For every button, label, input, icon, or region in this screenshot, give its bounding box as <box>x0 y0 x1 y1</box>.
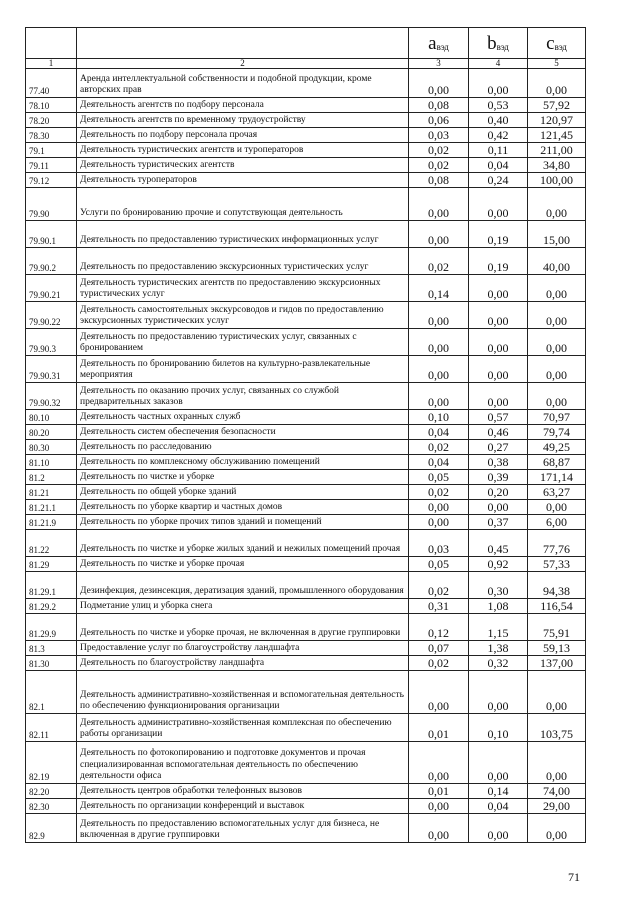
value-c-cell: 171,14 <box>528 470 586 485</box>
value-c-cell: 57,92 <box>528 98 586 113</box>
table-row <box>26 113 586 128</box>
table-row <box>26 485 586 500</box>
value-b-cell: 0,42 <box>469 128 528 143</box>
code-cell: 79.90.2 <box>26 248 77 275</box>
table-row <box>26 455 586 470</box>
value-c-cell: 68,87 <box>528 455 586 470</box>
column-number: 3 <box>409 59 469 69</box>
code-cell: 80.20 <box>26 425 77 440</box>
header-row <box>26 28 586 59</box>
code-cell: 82.9 <box>26 814 77 843</box>
header-b: $b_{вэд}$ <box>469 28 528 59</box>
name-cell: Деятельность административно-хозяйственная комплексная по обеспечению работы организации <box>77 714 409 742</box>
value-b-cell: 0,24 <box>469 173 528 188</box>
value-a-cell: 0,02 <box>409 485 469 500</box>
table-row <box>26 656 586 671</box>
value-a-cell: 0,05 <box>409 470 469 485</box>
name-cell: Деятельность по подбору персонала прочая <box>77 128 409 143</box>
name-cell: Деятельность по уборке квартир и частных домов <box>77 500 409 515</box>
value-b-cell: 0,00 <box>469 302 528 329</box>
name-cell: Деятельность туристических агентств <box>77 158 409 173</box>
value-a-cell: 0,00 <box>409 329 469 356</box>
value-b-cell: 0,37 <box>469 515 528 530</box>
table-row <box>26 98 586 113</box>
value-c-cell: 0,00 <box>528 671 586 714</box>
value-a-cell: 0,01 <box>409 714 469 742</box>
value-b-cell: 0,04 <box>469 158 528 173</box>
name-cell: Деятельность по предоставлению вспомогательных услуг для бизнеса, не включенная в другие группировки <box>77 814 409 843</box>
value-b-cell: 0,00 <box>469 356 528 383</box>
table-row <box>26 500 586 515</box>
code-cell: 82.1 <box>26 671 77 714</box>
code-cell: 79.90.22 <box>26 302 77 329</box>
name-cell: Деятельность по чистке и уборке жилых зданий и нежилых помещений прочая <box>77 530 409 557</box>
value-b-cell: 0,00 <box>469 69 528 98</box>
code-cell: 81.29.2 <box>26 599 77 614</box>
value-a-cell: 0,00 <box>409 188 469 221</box>
rates-table <box>25 27 586 843</box>
name-cell: Деятельность туроператоров <box>77 173 409 188</box>
table-row <box>26 614 586 641</box>
value-c-cell: 59,13 <box>528 641 586 656</box>
header-c: $c_{вэд}$ <box>528 28 586 59</box>
value-a-cell: 0,04 <box>409 455 469 470</box>
code-cell: 80.10 <box>26 410 77 425</box>
value-a-cell: 0,14 <box>409 275 469 302</box>
value-c-cell: 6,00 <box>528 515 586 530</box>
code-cell: 81.21.9 <box>26 515 77 530</box>
name-cell: Деятельность частных охранных служб <box>77 410 409 425</box>
value-c-cell: 0,00 <box>528 275 586 302</box>
value-b-cell: 0,00 <box>469 500 528 515</box>
code-cell: 81.10 <box>26 455 77 470</box>
value-c-cell: 70,97 <box>528 410 586 425</box>
value-c-cell: 49,25 <box>528 440 586 455</box>
name-cell: Деятельность туристических агентств по предоставлению экскурсионных туристических услуг <box>77 275 409 302</box>
value-b-cell: 0,38 <box>469 455 528 470</box>
name-cell: Деятельность по чистке и уборке прочая <box>77 557 409 572</box>
value-c-cell: 0,00 <box>528 500 586 515</box>
name-cell: Деятельность центров обработки телефонных вызовов <box>77 784 409 799</box>
value-c-cell: 0,00 <box>528 188 586 221</box>
column-number: 2 <box>77 59 409 69</box>
value-b-cell: 0,04 <box>469 799 528 814</box>
value-a-cell: 0,02 <box>409 158 469 173</box>
value-b-cell: 0,53 <box>469 98 528 113</box>
value-b-cell: 0,00 <box>469 383 528 410</box>
code-cell: 81.29 <box>26 557 77 572</box>
value-c-cell: 74,00 <box>528 784 586 799</box>
value-c-cell: 77,76 <box>528 530 586 557</box>
table-row <box>26 714 586 742</box>
value-c-cell: 40,00 <box>528 248 586 275</box>
value-c-cell: 120,97 <box>528 113 586 128</box>
code-cell: 81.30 <box>26 656 77 671</box>
value-b-cell: 0,30 <box>469 572 528 599</box>
table-row <box>26 599 586 614</box>
code-cell: 81.29.9 <box>26 614 77 641</box>
value-a-cell: 0,06 <box>409 113 469 128</box>
value-b-cell: 0,57 <box>469 410 528 425</box>
name-cell: Деятельность по предоставлению туристических услуг, связанных с бронированием <box>77 329 409 356</box>
name-cell: Деятельность по фотокопированию и подготовке документов и прочая специализированная вспомогательная деятельность по обеспечению деятельности офиса <box>77 742 409 784</box>
table-row <box>26 515 586 530</box>
value-a-cell: 0,00 <box>409 515 469 530</box>
value-b-cell: 0,11 <box>469 143 528 158</box>
code-cell: 79.90.1 <box>26 221 77 248</box>
code-cell: 81.3 <box>26 641 77 656</box>
table-row <box>26 143 586 158</box>
value-b-cell: 0,45 <box>469 530 528 557</box>
value-b-cell: 0,40 <box>469 113 528 128</box>
code-cell: 82.30 <box>26 799 77 814</box>
code-cell: 79.11 <box>26 158 77 173</box>
value-a-cell: 0,02 <box>409 143 469 158</box>
value-b-cell: 0,19 <box>469 221 528 248</box>
value-a-cell: 0,31 <box>409 599 469 614</box>
table-row <box>26 329 586 356</box>
name-cell: Деятельность по бронированию билетов на культурно-развлекательные мероприятия <box>77 356 409 383</box>
name-cell: Деятельность систем обеспечения безопасности <box>77 425 409 440</box>
value-b-cell: 0,00 <box>469 814 528 843</box>
value-b-cell: 0,46 <box>469 425 528 440</box>
table-row <box>26 128 586 143</box>
value-b-cell: 1,15 <box>469 614 528 641</box>
value-a-cell: 0,04 <box>409 425 469 440</box>
value-b-cell: 0,19 <box>469 248 528 275</box>
code-cell: 80.30 <box>26 440 77 455</box>
code-cell: 79.1 <box>26 143 77 158</box>
column-number: 5 <box>528 59 586 69</box>
value-a-cell: 0,10 <box>409 410 469 425</box>
value-a-cell: 0,00 <box>409 814 469 843</box>
value-a-cell: 0,02 <box>409 248 469 275</box>
name-cell: Деятельность самостоятельных экскурсоводов и гидов по предоставлению экскурсионных туристических услуг <box>77 302 409 329</box>
value-a-cell: 0,07 <box>409 641 469 656</box>
value-b-cell: 0,27 <box>469 440 528 455</box>
code-cell: 79.12 <box>26 173 77 188</box>
table-row <box>26 356 586 383</box>
table-row <box>26 173 586 188</box>
value-a-cell: 0,03 <box>409 128 469 143</box>
table-row <box>26 470 586 485</box>
table-row <box>26 572 586 599</box>
value-c-cell: 100,00 <box>528 173 586 188</box>
table-row <box>26 158 586 173</box>
code-cell: 81.29.1 <box>26 572 77 599</box>
value-c-cell: 0,00 <box>528 329 586 356</box>
value-a-cell: 0,01 <box>409 784 469 799</box>
name-cell: Деятельность по комплексному обслуживанию помещений <box>77 455 409 470</box>
name-cell: Деятельность туристических агентств и туроператоров <box>77 143 409 158</box>
value-a-cell: 0,00 <box>409 69 469 98</box>
table-row <box>26 799 586 814</box>
value-a-cell: 0,02 <box>409 656 469 671</box>
value-c-cell: 0,00 <box>528 356 586 383</box>
table-row <box>26 742 586 784</box>
code-cell: 77.40 <box>26 69 77 98</box>
value-b-cell: 0,00 <box>469 742 528 784</box>
value-c-cell: 121,45 <box>528 128 586 143</box>
value-b-cell: 0,14 <box>469 784 528 799</box>
table-row <box>26 410 586 425</box>
name-cell: Деятельность по предоставлению туристических информационных услуг <box>77 221 409 248</box>
value-a-cell: 0,03 <box>409 530 469 557</box>
value-a-cell: 0,00 <box>409 302 469 329</box>
name-cell: Услуги по бронированию прочие и сопутствующая деятельность <box>77 188 409 221</box>
value-a-cell: 0,00 <box>409 799 469 814</box>
column-number: 1 <box>26 59 77 69</box>
value-a-cell: 0,08 <box>409 98 469 113</box>
value-a-cell: 0,00 <box>409 221 469 248</box>
value-b-cell: 0,10 <box>469 714 528 742</box>
table-row <box>26 302 586 329</box>
code-cell: 78.10 <box>26 98 77 113</box>
header-name <box>77 28 409 59</box>
name-cell: Деятельность по расследованию <box>77 440 409 455</box>
value-c-cell: 63,27 <box>528 485 586 500</box>
value-a-cell: 0,08 <box>409 173 469 188</box>
column-number-row <box>26 59 586 69</box>
value-c-cell: 116,54 <box>528 599 586 614</box>
code-cell: 79.90.21 <box>26 275 77 302</box>
name-cell: Деятельность по предоставлению экскурсионных туристических услуг <box>77 248 409 275</box>
code-cell: 81.21 <box>26 485 77 500</box>
table-row <box>26 248 586 275</box>
name-cell: Деятельность по уборке прочих типов зданий и помещений <box>77 515 409 530</box>
value-c-cell: 34,80 <box>528 158 586 173</box>
value-b-cell: 0,00 <box>469 275 528 302</box>
name-cell: Деятельность административно-хозяйственная и вспомогательная деятельность по обеспечению функционирования организации <box>77 671 409 714</box>
value-b-cell: 0,00 <box>469 671 528 714</box>
value-c-cell: 57,33 <box>528 557 586 572</box>
name-cell: Дезинфекция, дезинсекция, дератизация зданий, промышленного оборудования <box>77 572 409 599</box>
name-cell: Деятельность по оказанию прочих услуг, связанных со службой предварительных заказов <box>77 383 409 410</box>
table-row <box>26 641 586 656</box>
value-b-cell: 0,00 <box>469 329 528 356</box>
table-row <box>26 440 586 455</box>
value-a-cell: 0,00 <box>409 500 469 515</box>
code-cell: 82.11 <box>26 714 77 742</box>
value-b-cell: 1,38 <box>469 641 528 656</box>
code-cell: 78.30 <box>26 128 77 143</box>
value-a-cell: 0,02 <box>409 440 469 455</box>
code-cell: 79.90.3 <box>26 329 77 356</box>
header-code <box>26 28 77 59</box>
page-number: 71 <box>568 870 580 884</box>
value-b-cell: 0,32 <box>469 656 528 671</box>
value-c-cell: 0,00 <box>528 814 586 843</box>
value-b-cell: 1,08 <box>469 599 528 614</box>
table-row <box>26 530 586 557</box>
table-row <box>26 275 586 302</box>
code-cell: 79.90.32 <box>26 383 77 410</box>
code-cell: 79.90 <box>26 188 77 221</box>
name-cell: Деятельность по организации конференций и выставок <box>77 799 409 814</box>
value-c-cell: 0,00 <box>528 302 586 329</box>
value-b-cell: 0,92 <box>469 557 528 572</box>
value-c-cell: 137,00 <box>528 656 586 671</box>
name-cell: Предоставление услуг по благоустройству ландшафта <box>77 641 409 656</box>
value-a-cell: 0,00 <box>409 383 469 410</box>
code-cell: 79.90.31 <box>26 356 77 383</box>
value-c-cell: 103,75 <box>528 714 586 742</box>
value-c-cell: 0,00 <box>528 742 586 784</box>
table-row <box>26 784 586 799</box>
value-c-cell: 0,00 <box>528 383 586 410</box>
table-row <box>26 221 586 248</box>
code-cell: 82.20 <box>26 784 77 799</box>
table-row <box>26 383 586 410</box>
code-cell: 81.2 <box>26 470 77 485</box>
value-c-cell: 15,00 <box>528 221 586 248</box>
code-cell: 82.19 <box>26 742 77 784</box>
value-c-cell: 29,00 <box>528 799 586 814</box>
name-cell: Деятельность по общей уборке зданий <box>77 485 409 500</box>
value-c-cell: 0,00 <box>528 69 586 98</box>
value-b-cell: 0,20 <box>469 485 528 500</box>
name-cell: Деятельность агентств по подбору персонала <box>77 98 409 113</box>
code-cell: 78.20 <box>26 113 77 128</box>
value-a-cell: 0,00 <box>409 742 469 784</box>
code-cell: 81.21.1 <box>26 500 77 515</box>
table-row <box>26 814 586 843</box>
value-c-cell: 211,00 <box>528 143 586 158</box>
header-a: $a_{вэд}$ <box>409 28 469 59</box>
code-cell: 81.22 <box>26 530 77 557</box>
value-c-cell: 75,91 <box>528 614 586 641</box>
table-row <box>26 425 586 440</box>
column-number: 4 <box>469 59 528 69</box>
table-row <box>26 671 586 714</box>
value-a-cell: 0,00 <box>409 671 469 714</box>
value-c-cell: 94,38 <box>528 572 586 599</box>
name-cell: Подметание улиц и уборка снега <box>77 599 409 614</box>
name-cell: Деятельность агентств по временному трудоустройству <box>77 113 409 128</box>
name-cell: Аренда интеллектуальной собственности и подобной продукции, кроме авторских прав <box>77 69 409 98</box>
value-b-cell: 0,39 <box>469 470 528 485</box>
value-a-cell: 0,05 <box>409 557 469 572</box>
value-a-cell: 0,12 <box>409 614 469 641</box>
value-c-cell: 79,74 <box>528 425 586 440</box>
value-a-cell: 0,02 <box>409 572 469 599</box>
table-row <box>26 557 586 572</box>
table-row <box>26 188 586 221</box>
name-cell: Деятельность по чистке и уборке <box>77 470 409 485</box>
name-cell: Деятельность по чистке и уборке прочая, не включенная в другие группировки <box>77 614 409 641</box>
value-a-cell: 0,00 <box>409 356 469 383</box>
value-b-cell: 0,00 <box>469 188 528 221</box>
table-row <box>26 69 586 98</box>
name-cell: Деятельность по благоустройству ландшафта <box>77 656 409 671</box>
